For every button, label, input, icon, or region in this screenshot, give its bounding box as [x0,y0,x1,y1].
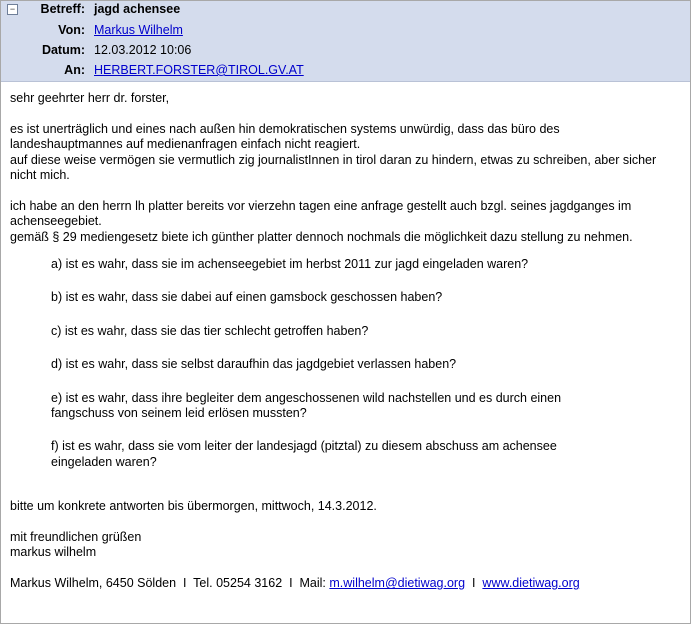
signature-separator: I [465,576,483,591]
sender-name: markus wilhelm [10,545,97,560]
question-c [10,324,685,339]
collapse-icon[interactable]: − [7,4,18,15]
paragraph-text: landeshauptmannes auf medienanfragen einfach nicht reagiert. [10,137,361,152]
email-header [1,1,690,82]
subject-value: jagd achensee [94,2,181,16]
question-text: fangschuss von seinem leid erlösen mussten? [51,406,307,421]
question-f [10,439,685,470]
subject-label: Betreff: [40,2,85,16]
to-label: An: [64,63,85,77]
question-text: d) ist es wahr, dass sie selbst daraufhin das jagdgebiet verlassen haben? [51,357,457,372]
question-text: e) ist es wahr, dass ihre begleiter dem angeschossenen wild nachstellen und es durch einen [51,390,562,405]
paragraph-text: ich habe an den herrn lh platter bereits vor vierzehn tagen eine anfrage gestellt auch bzgl. seines jagdganges im [10,198,632,213]
signature-text: Markus Wilhelm, 6450 Sölden I Tel. 05254 3162 I Mail: [10,576,330,591]
paragraph-text: gemäß § 29 mediengesetz biete ich günther platter dennoch nochmals die möglichkeit dazu stellung zu nehmen. [10,229,633,244]
question-a [10,257,685,272]
from-label: Von: [58,23,85,37]
paragraph-text: achenseegebiet. [10,214,102,229]
to-link[interactable]: HERBERT.FORSTER@TIROL.GV.AT [94,63,304,77]
closing-text: mit freundlichen grüßen [10,530,142,545]
request-text: bitte um konkrete antworten bis übermorgen, mittwoch, 14.3.2012. [10,499,377,514]
question-text: f) ist es wahr, dass sie vom leiter der landesjagd (pitztal) zu diesem abschuss am achensee [51,439,557,454]
question-text: eingeladen waren? [51,454,157,469]
paragraph-text: nicht mich. [10,168,70,183]
greeting: sehr geehrter herr dr. forster, [10,91,170,105]
date-value: 12.03.2012 10:06 [94,43,192,57]
signature-web-link[interactable]: www.dietiwag.org [482,576,580,591]
date-label: Datum: [41,43,85,57]
question-text: a) ist es wahr, dass sie im achenseegebiet im herbst 2011 zur jagd eingeladen waren? [51,257,529,272]
from-link[interactable]: Markus Wilhelm [94,23,183,37]
paragraph-text: auf diese weise vermögen sie vermutlich zig journalistInnen in tirol daran zu hindern, etwas zu schreiben, aber sicher [10,152,657,167]
paragraph-text: es ist unerträglich und eines nach außen hin demokratischen systems unwürdig, dass das büro des [10,121,560,136]
question-b [10,290,685,305]
question-text: b) ist es wahr, dass sie dabei auf einen gamsbock geschossen haben? [51,290,443,305]
signature [10,576,685,591]
email-body [10,91,685,592]
question-e [10,391,685,422]
question-d [10,357,685,372]
signature-email-link[interactable]: m.wilhelm@dietiwag.org [329,576,466,591]
question-text: c) ist es wahr, dass sie das tier schlecht getroffen haben? [51,323,369,338]
